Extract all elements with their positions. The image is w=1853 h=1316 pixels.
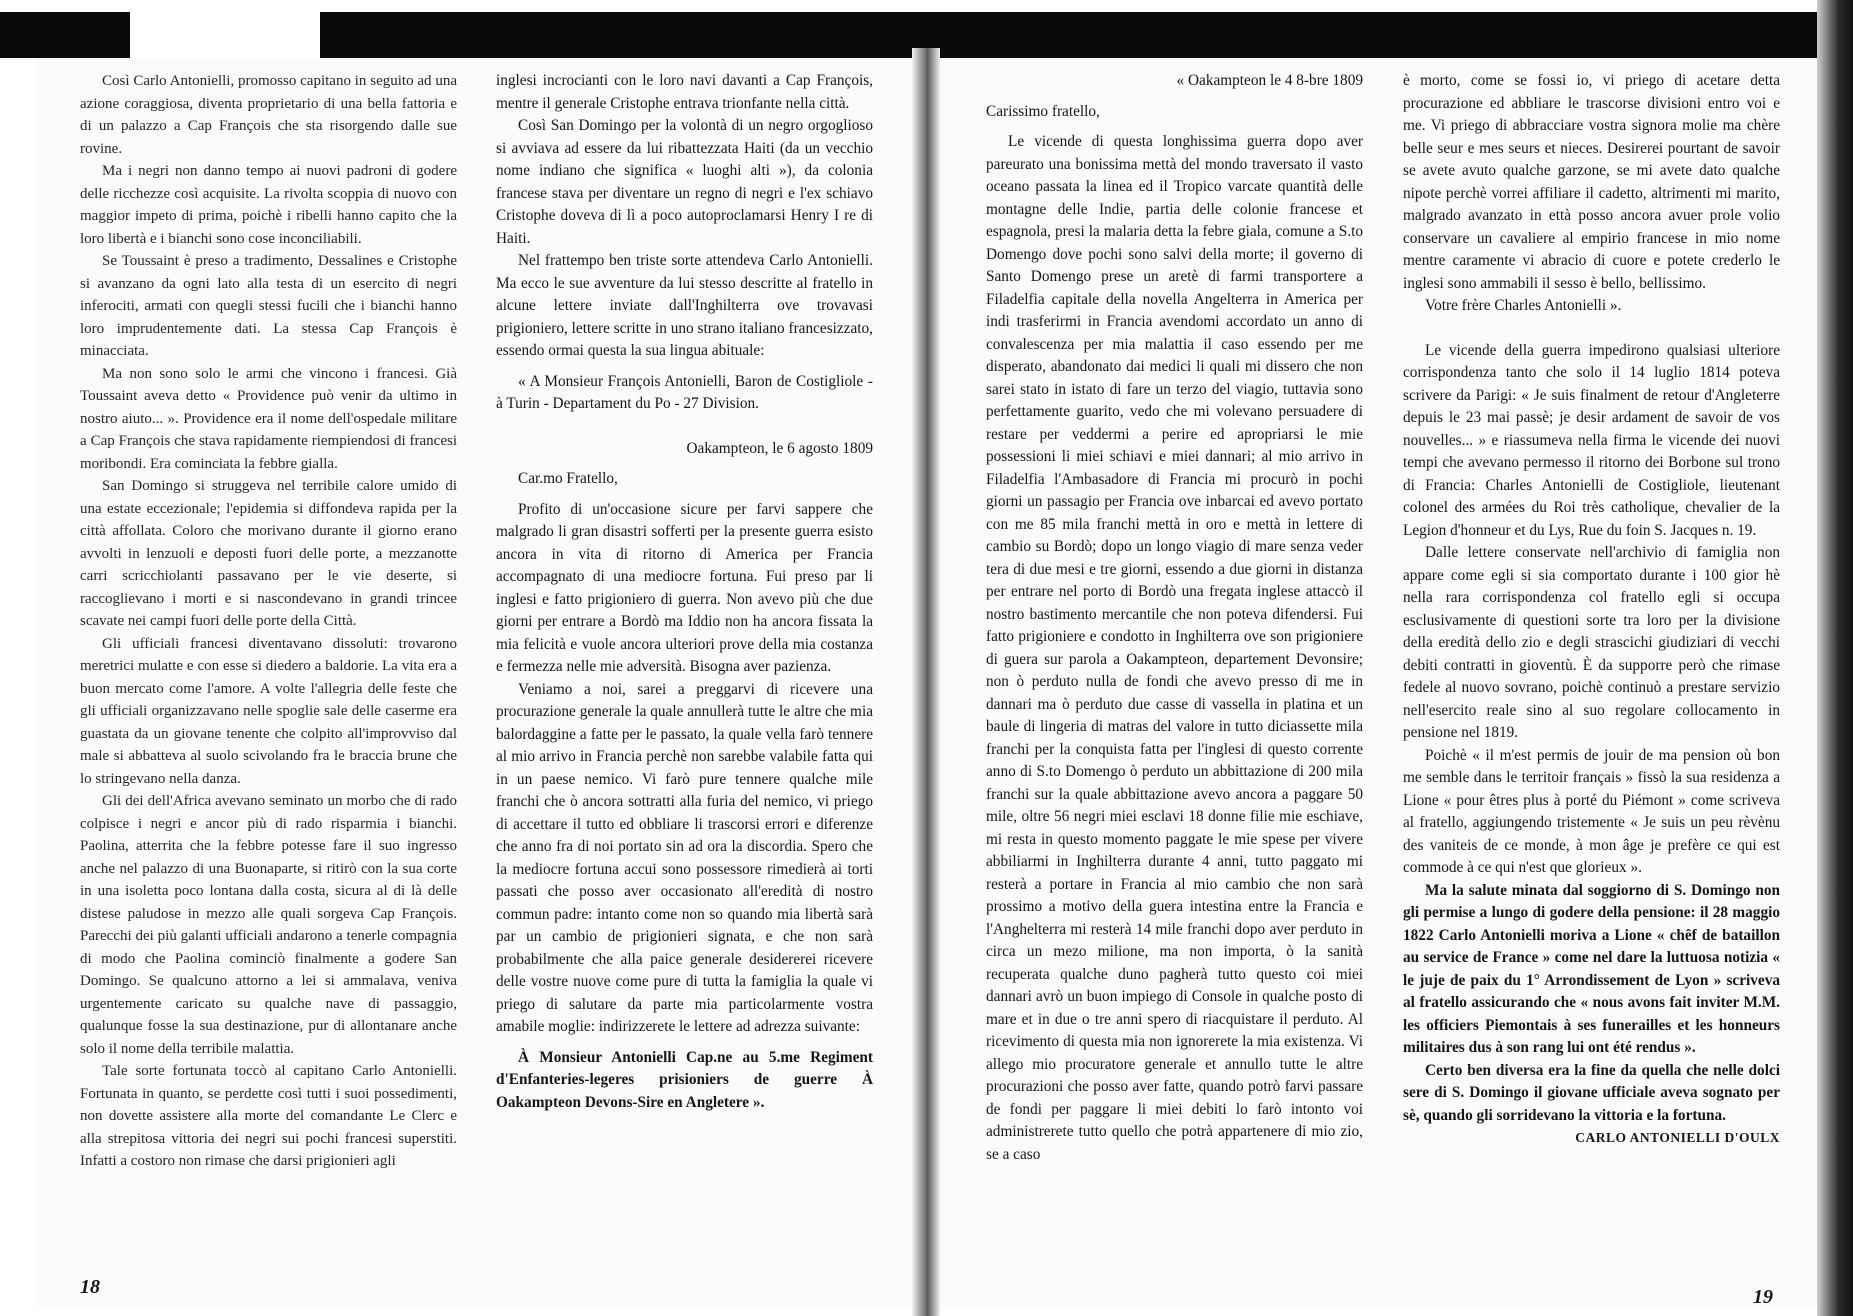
paragraph: Tale sorte fortunata toccò al capitano Carlo Antonielli. Fortunata in quanto, se perdette così tutti i suoi possedimenti, non dovette assistere alla morte del comandante Le Clerc e alla strepitosa vittoria dei negri sui pochi francesi superstiti. Infatti a costoro non rimase che darsi prigionieri agli (80, 1063, 457, 1169)
letter-body: è morto, come se fossi io, vi priego di acetare detta procurazione ed abbliare le trascorse divisioni entro voi e me. Vi priego di abbracciare vostra signora molie ma chère belle seur e mes seurs et nieces. Desirerei pourtant de savoir se avete avuto qualche garzone, se mi avete dato qualche nipote perchè vorrei affiliare il cadetto, altrimenti mi marito, malgrado avanzato in ettà posso ancora avuer prole volio conservare un cavaliere al empirio francese in mio nome mentre caramente vi abracio di cuore e potete crederlo le inglesi sono ammabili il sesso è bello, bellissimo. (1403, 72, 1780, 292)
paragraph: Gli dei dell'Africa avevano seminato un morbo che di rado colpisce i negri e ancor più di rado risparmia i bianchi. Paolina, atterrita che la febbre potesse fare il suo ingresso anche nel palazzo di una Buonaparte, si ritirò con la sua corte in una isoletta poco lontana dalla costa, sicura al di là delle distese paludose in mezzo alle quali sorgeva Cap François. Parecchi dei più galanti ufficiali andarono a tenerle compagnia di modo che Paolina cominciò finalmente a godere San Domingo. Se qualcuno attorno a lei si ammalava, veniva urgentemente caricato su qualche nave di passaggio, qualunque fosse la sua destinazione, pur di allontanare anche solo il nome della terribile malattia. (80, 793, 457, 1057)
paragraph: Ma i negri non danno tempo ai nuovi padroni di godere delle ricchezze così acquisite. La rivolta scoppia di nuovo con maggior impeto di prima, poichè i ribelli hanno capito che la loro libertà e i bianchi sono cose inconciliabili. (80, 163, 457, 247)
paragraph: Dalle lettere conservate nell'archivio di famiglia non appare come egli si sia comportato durante i 100 gior hè nella rara corrispondenza col fratello egli si occupa esclusivamente di questioni sorte tra loro per la divisione della eredità dello zio e degli strascichi giudiziari di vecchi debiti contratti in gioventù. È da supporre però che rimase fedele al nuovo sovrano, poichè continuò a prestare servizio nell'esercito reale sino al suo regolare collocamento in pensione nel 1819. (1403, 544, 1780, 741)
paragraph: Gli ufficiali francesi diventavano dissoluti: trovarono meretrici mulatte e con esse si diedero a baldorie. La vita era a buon mercato come l'amore. A volte l'allegria delle feste che gli ufficiali organizzavano nelle spoglie sale delle caserme era guastata da un giovane tenente che colpito all'improvviso dal male si abbatteva al suolo scivolando fra le braccia brune che lo stringevano nella danza. (80, 635, 457, 787)
paragraph: Ma la salute minata dal soggiorno di S. Domingo non gli permise a lungo di godere della pensione: il 28 maggio 1822 Carlo Antonielli moriva a Lione « chêf de bataillon au service de France » come nel dare la luttuosa notizia « le juje de paix du 1° Arrondissement de Lyon » scriveva al fratello assicurando che « nous avons fait inviter M.M. les officiers Piemontais à ses funerailles et les honneurs militaires dus à son rang lui ont été rendus ». (1403, 881, 1780, 1056)
letter-address: À Monsieur Antonielli Cap.ne au 5.me Regiment d'Enfanteries-legeres prisioniers de guerre À Oakampteon Devons-Sire en Angletere ». (496, 1048, 873, 1111)
left-page (36, 58, 912, 1308)
paragraph: Così Carlo Antonielli, promosso capitano in seguito ad una azione coraggiosa, diventa proprietario di una bella fattoria e di un palazzo a Cap François che sta risorgendo dalle sue rovine. (80, 73, 457, 157)
paragraph: inglesi incrocianti con le loro navi davanti a Cap François, mentre il generale Cristophe entrava trionfante nella città. (496, 72, 873, 112)
paragraph: Certo ben diversa era la fine da quella che nelle dolci sere di S. Domingo il giovane ufficiale aveva sognato per sè, quando gli sorridevano la vittoria e la fortuna. (1403, 1061, 1780, 1124)
letter-body: Profito di un'occasione sicure per farvi sappere che malgrado li gran disastri sofferti per la presente guerra esisto ancora in vita di ritorno di America per Francia accompagnato di una mediocre fortuna. Fui preso par li inglesi e fatto prigioniero di guerra. Non avevo più che due giorni per entrare a Bordò ma Iddio non ha ancora fissata la mia felicità e vuole ancora ulteriori prove della mia costanza e fermezza nelle mie adversità. Bisogna aver pazienza. (496, 500, 873, 675)
letter-body: Le vicende di questa longhissima guerra dopo aver pareurato una bonissima mettà del mondo traversato il vasto oceano passata la linea ed il Tropico varcate quantità delle montagne delle Indie, partia delle colonie francese et espagnola, presi la malaria detta la febre giala, comune a S.to Domengo dove pochi sono salvi della morte; il governo di Santo Domengo prese un aretè di farmi transportere a Filadelfia capitale della novella Angelterra in America per indi trasferirmi in Francia avendomi accordato un anno di convalescenza per mia malattia il caso essendo per me disperato, abandonato dai medici li quali mi dissero che non sarei stato in istato di fare un terzo del viagio, tuttavia sono perfettamente guarito, vedo che mi volevano persuadere di restare per veddermi a perire ed apropriarsi le mie possessioni li miei schiavi e miei dannari; al mio arrivo in Filadelfia l'Ambasadore di Francia mi procurò in pochi giorni un passagio per Francia ove inbarcai ed avevo portato con me 85 mila franchi mettà in oro e mettà in lettere di cambio su Bordò; dopo un longo viagio di mare senza veder tera di due mesi e tre giorni, essendo a due giorni in distanza per entrare nel porto di Bordò una fregata inglese attaccò il nostro bastimento mercantile che non poteva difendersi. Fui fatto prigioniere e condotto in Inghilterra ove son prigioniere di guera sur parola a Oakampteon, departement Devonsire; non ò perduto nulla de fondi che avevo presso di me in dannari ma ò perduto due casse di vassella in platina et un baule di lingeria di matras del valore in tutto diciassette mila franchi per la conquista fatta per l'inglesi di questo corrente anno di S.to Domengo ò perduto un abbittazione di 200 mila franchi sur la quale abbittazione avevo ancora a paggare 50 mile, oltre 56 negri miei esclavi 18 donne filie mie eschiave, mi resta in questo momento paggate le mie spese per vivere abbiliarmi in Inghilterra durante 4 anni, tutto paggato mi resterà a portare in Francia al mio cambio che non sarà prossimo a motivo della guera intestina entre la Francia e l'Anghelterra mi resterà 14 mile franchi dopo aver perduto in circa un mezo milione, ma non importa, ò la sanità recuperata qualche duno pagherà tutto questo coi miei dannari avrò un buon impiego di Console in qualche posto di mare et in due o tre anni spero di riacquistare il perduto. Al ricevimento di questa mia non ignorerete la mia existenza. Vi allego mio procuratore generale et annullo tutte le altre procurazioni che posso aver fatte, quando potrò farvi passare de fondi per paggare li miei debiti lo farò intonto voi administrerete tutto quello che potrà appartenere di mio zio, se a caso (986, 133, 1363, 1163)
letter-salutation: Car.mo Fratello, (518, 470, 618, 487)
right-page-column-1 (986, 70, 1363, 1166)
scan-black-band-center (320, 12, 1853, 58)
letter-dateline: « Oakampteon le 4 8-bre 1809 (1176, 72, 1363, 89)
paragraph: Nel frattempo ben triste sorte attendeva Carlo Antonielli. Ma ecco le sue avventure da lui stesso descritte al fratello in alcune lettere inviate dall'Inghilterra ove trovavasi prigioniero, lettere scritte in uno strano italiano francesizzato, essendo ormai questa la sua lingua abituale: (496, 252, 873, 359)
letter-dateline: Oakampteon, le 6 agosto 1809 (686, 439, 873, 457)
scan-black-band-left (0, 12, 130, 58)
paragraph: Ma non sono solo le armi che vincono i francesi. Già Toussaint aveva detto « Providence può venir da ultimo in nostro aiuto... ». Providence era il nome dell'ospedale militare a Cap François che stava rapidamente riempiendosi di francesi moribondi. Era cominciata la febbre gialla. (80, 365, 457, 472)
author-name: CARLO ANTONIELLI D'OULX (1575, 1130, 1780, 1145)
paragraph: Se Toussaint è preso a tradimento, Dessalines e Cristophe si avanzano da ogni lato alla testa di un esercito di negri inferociti, armati con quegli stessi fucili che i bianchi hanno loro imprudentemente dati. La stessa Cap François è minacciata. (80, 253, 457, 359)
right-page (940, 58, 1817, 1308)
letter-salutation: Carissimo fratello, (986, 102, 1100, 120)
paragraph: Le vicende della guerra impedirono qualsiasi ulteriore corrispondenza tanto che solo il 14 luglio 1814 poteva scrivere da Parigi: « Je suis finalment de retour d'Angleterre depuis le 23 mai passè; je desir ardament de savoir de vos nouvelles... » e riassumeva nella firma le vicende dei nuovi tempi che avevano permesso il ritorno dei Borbone sul trono di Francia: Charles Antonielli de Costigliole, lieutenant colonel des armées du Roi très catholique, chevalier de la Legion d'honneur et du Lys, Rue du foin S. Jacques n. 19. (1403, 341, 1780, 539)
paragraph: San Domingo si struggeva nel terribile calore umido di una estate eccezionale; l'epidemia si diffondeva rapida per la città affollata. Coloro che morivano durante il giorno erano avvolti in lenzuoli e deposti fuori delle porte, a mezzanotte carri scricchiolanti passavano per le vie deserte, si raccoglievano i morti e si nascondevano in grandi trincee scavate nei campi fuori delle porte della Città. (80, 478, 457, 629)
right-page-column-2 (1403, 70, 1780, 1150)
page-number: 19 (1753, 1286, 1773, 1308)
page-number: 18 (80, 1276, 100, 1298)
paragraph: Così San Domingo per la volontà di un negro orgoglioso si avviava ad essere da lui ribattezzata Haiti (da un vecchio nome indiano che significa « luoghi alti »), da colonia francese stava per diventare un regno di negri e l'ex schiavo Cristophe doveva di lì a poco autoproclamarsi Henry I re di Haiti. (496, 117, 873, 247)
scan-right-edge (1817, 0, 1853, 1316)
letter-signature: Votre frère Charles Antonielli ». (1425, 297, 1622, 314)
paragraph: Poichè « il m'est permis de jouir de ma pension où bon me semble dans le territoir français » fissò la sua residenza a Lione « pour êtres plus à porté du Piémont » come scriveva al fratello, aggiungendo tristemente « Je suis un peu rèvènu des vaniteis de ce monde, à mon âge je prefère ce qui est commode à ce qui n'est que glorieux ». (1403, 746, 1780, 876)
left-page-column-1 (80, 70, 457, 1173)
letter-body: Veniamo a noi, sarei a preggarvi di ricevere una procurazione generale la quale annullerà tutte le altre che mia balordaggine a fatte per le passato, la quale vella farò tennere al mio arrivo in Francia perchè non sarebbe valabile fatta qui in un paese nemico. Vi farò pure tennere qualche mile franchi che ò ancora sottratti alla furia del nemico, vi priego di accettare il tutto ed obbliare li trascorsi errori e diferenze che anno fra di noi portato sin ad ora la discordia. Spero che la mediocre fortuna accui sono possessore rimedierà ai torti passati che posso aver occasionato all'eredità di nostro commun padre: intanto come non so quando mia libertà sarà par un cambio de prigionieri signata, e che non sarà probabilmente che alla paice generale desidererei ricevere delle vostre nuove come pure di tutta la famiglia la quale vi priego di salutare da parte mia particolarmente vostra amabile moglie: indirizzerete le lettere ad adrezza suivante: (496, 680, 873, 1035)
letter-address: « A Monsieur François Antonielli, Baron de Costigliole - à Turin - Departament du Po - 27 Division. (496, 372, 873, 412)
book-gutter (912, 48, 940, 1316)
left-page-column-2 (496, 70, 873, 1114)
